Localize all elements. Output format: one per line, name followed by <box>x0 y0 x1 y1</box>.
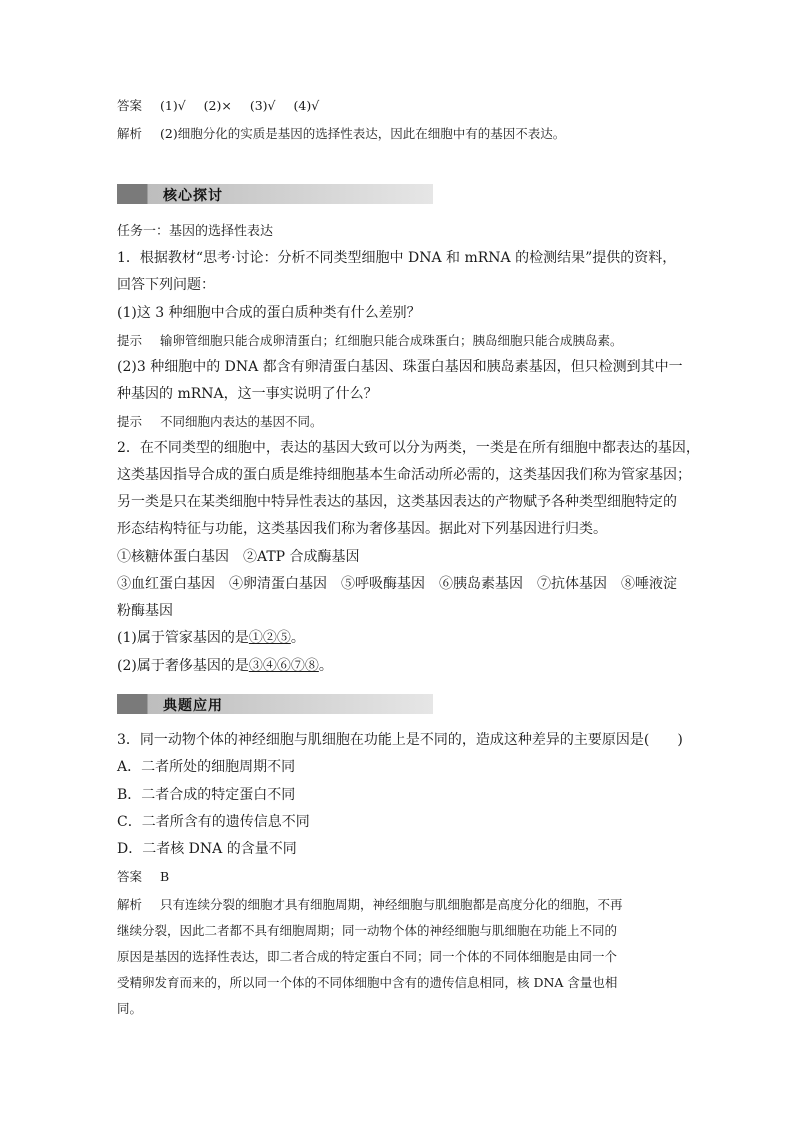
analysis-text: 原因是基因的选择性表达，即二者合成的特定蛋白不同；同一个体的不同体细胞是由同一个 <box>117 949 618 964</box>
question-1-line: 回答下列问题： <box>117 277 215 293</box>
gene-list: 粉酶基因 <box>117 603 173 619</box>
section-title: 典题应用 <box>163 698 223 714</box>
subquestion-2: (2)3 种细胞中的 DNA 都含有卵清蛋白基因、珠蛋白基因和胰岛素基因，但只检测到其中一 <box>117 359 683 375</box>
analysis-label: 解析 <box>117 126 143 141</box>
subquestion-2: 种基因的 mRNA，这一事实说明了什么？ <box>117 386 378 402</box>
hint-row <box>117 331 623 349</box>
answer-prefix: (1)属于管家基因的是 <box>117 630 249 646</box>
question-2-line: 形态结构特征与功能，这类基因我们称为奢侈基因。据此对下列基因进行归类。 <box>117 521 607 537</box>
hint-label: 提示 <box>117 333 143 348</box>
option-b: B．二者合成的特定蛋白不同 <box>117 787 296 803</box>
gene-list: ③血红蛋白基因 ④卵清蛋白基因 ⑤呼吸酶基因 ⑥胰岛素基因 ⑦抗体基因 ⑧唾液淀 <box>117 576 677 592</box>
option-c: C．二者所含有的遗传信息不同 <box>117 814 310 830</box>
answer-housekeeping <box>117 627 305 647</box>
question-2-line: 这类基因指导合成的蛋白质是维持细胞基本生命活动所必需的，这类基因我们称为管家基因； <box>117 467 691 483</box>
hint-label: 提示 <box>117 414 143 429</box>
task-title: 任务一：基因的选择性表达 <box>117 224 274 239</box>
answer-value: B <box>160 869 170 884</box>
subquestion-1: (1)这 3 种细胞中合成的蛋白质种类有什么差别？ <box>117 305 421 321</box>
answer-item: (2)× <box>203 98 232 113</box>
question-2-line: 2．在不同类型的细胞中，表达的基因大致可以分为两类，一类是在所有细胞中都表达的基因， <box>117 440 700 456</box>
section-title: 核心探讨 <box>163 188 223 204</box>
hint-text: 输卵管细胞只能合成卵清蛋白；红细胞只能合成珠蛋白；胰岛细胞只能合成胰岛素。 <box>160 333 623 348</box>
hint-text: 不同细胞内表达的基因不同。 <box>160 414 323 429</box>
answer-item: (3)√ <box>249 98 276 113</box>
section-header-core <box>117 184 433 204</box>
answer-prefix: (2)属于奢侈基因的是 <box>117 658 249 674</box>
answer-item: (1)√ <box>160 98 186 113</box>
analysis-label: 解析 <box>117 897 143 912</box>
question-1-line: 1．根据教材“思考·讨论：分析不同类型细胞中 DNA 和 mRNA 的检测结果”提供的资料， <box>117 250 677 266</box>
analysis-text: 受精卵发育而来的，所以同一个体的不同体细胞中含有的遗传信息相同，核 DNA 含量也相 <box>117 975 618 990</box>
analysis-text: 继续分裂，因此二者都不具有细胞周期；同一动物个体的神经细胞与肌细胞在功能上不同的 <box>117 923 618 938</box>
answer-label: 答案 <box>117 869 143 884</box>
hint-row <box>117 412 323 430</box>
answer-luxury <box>117 655 333 675</box>
answer-row <box>117 96 333 114</box>
option-a: A．二者所处的细胞周期不同 <box>117 759 296 775</box>
answer-item: (4)√ <box>293 98 320 113</box>
question-2-line: 另一类是只在某类细胞中特异性表达的基因，这类基因表达的产物赋予各种类型细胞特定的 <box>117 494 677 510</box>
analysis-text: 只有连续分裂的细胞才具有细胞周期，神经细胞与肌细胞都是高度分化的细胞，不再 <box>160 897 623 912</box>
analysis-row <box>117 895 623 913</box>
analysis-text: 同。 <box>117 1001 143 1016</box>
answer-row <box>117 867 169 885</box>
analysis-row <box>117 124 565 142</box>
answer-label: 答案 <box>117 98 143 113</box>
answer-suffix: 。 <box>290 630 305 646</box>
answer-fill: ①②⑤ <box>248 630 291 646</box>
option-d: D．二者核 DNA 的含量不同 <box>117 841 297 857</box>
analysis-text: (2)细胞分化的实质是基因的选择性表达，因此在细胞中有的基因不表达。 <box>160 126 566 141</box>
gene-list: ①核糖体蛋白基因 ②ATP 合成酶基因 <box>117 549 360 565</box>
question-3-stem: 3．同一动物个体的神经细胞与肌细胞在功能上是不同的，造成这种差异的主要原因是( ) <box>117 732 683 748</box>
answer-fill: ③④⑥⑦⑧ <box>248 658 319 674</box>
section-header-apply <box>117 694 433 714</box>
answer-suffix: 。 <box>318 658 333 674</box>
